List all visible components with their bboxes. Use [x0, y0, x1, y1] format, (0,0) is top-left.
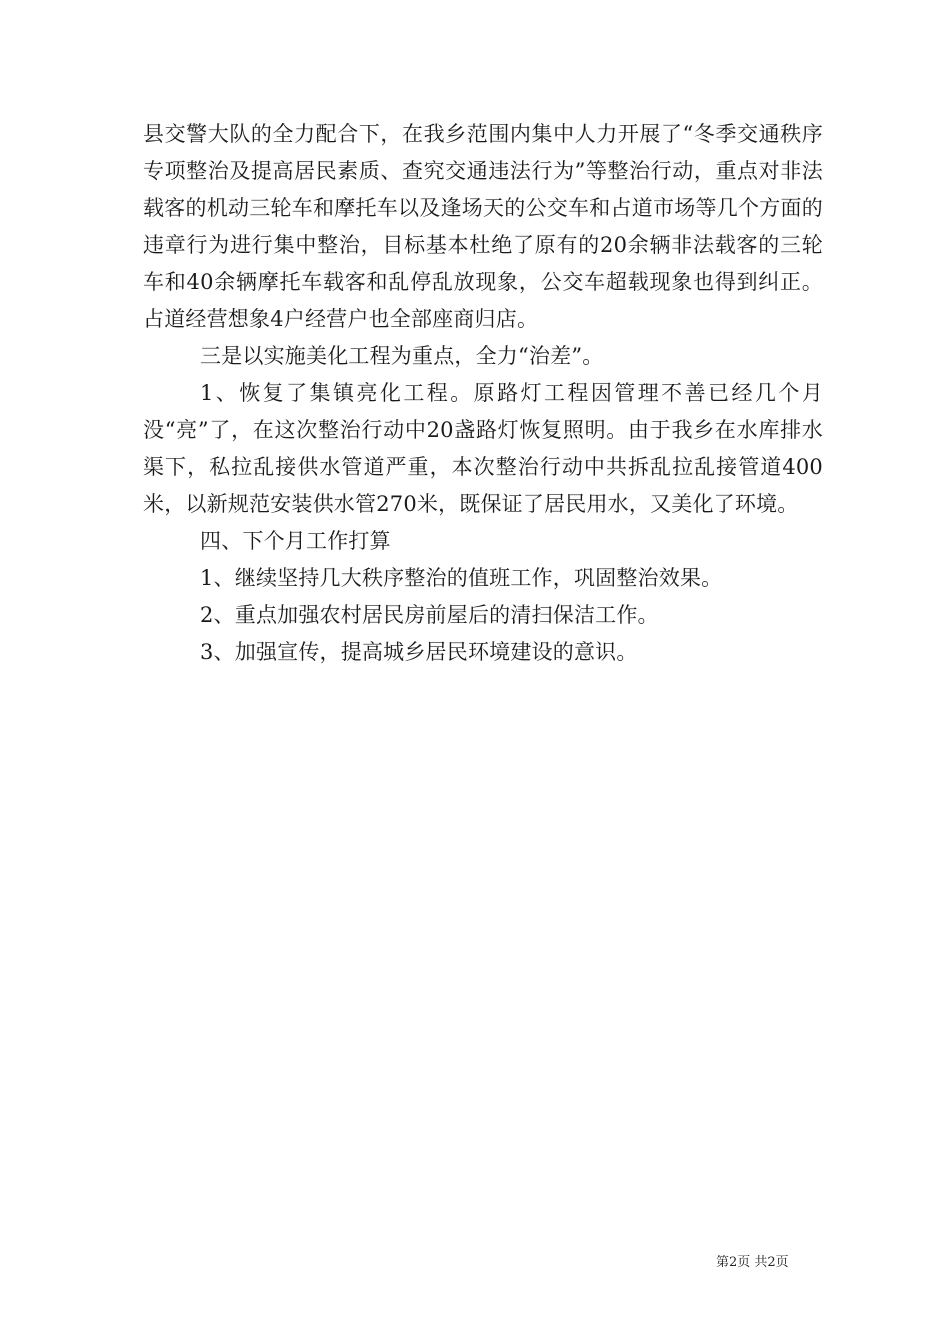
paragraph-lighting-project: 1、恢复了集镇亮化工程。原路灯工程因管理不善已经几个月没“亮”了，在这次整治行动中20盏路灯恢复照明。由于我乡在水库排水渠下，私拉乱接供水管道严重，本次整治行动中共拆乱拉乱接管道400米，以新规范安装供水管270米，既保证了居民用水，又美化了环境。 — [143, 381, 823, 516]
document-body — [143, 116, 823, 671]
paragraph-next-month-heading: 四、下个月工作打算 — [200, 529, 391, 553]
paragraph-plan-item-3: 3、加强宣传，提高城乡居民环境建设的意识。 — [200, 640, 638, 664]
paragraph-beautification-heading: 三是以实施美化工程为重点，全力“治差”。 — [200, 344, 604, 368]
page-number-footer: 第2页 共2页 — [716, 1255, 789, 1270]
paragraph-plan-item-1: 1、继续坚持几大秩序整治的值班工作，巩固整治效果。 — [200, 566, 723, 590]
paragraph-plan-item-2: 2、重点加强农村居民房前屋后的清扫保洁工作。 — [200, 603, 659, 627]
paragraph-traffic-rectification: 县交警大队的全力配合下，在我乡范围内集中人力开展了“冬季交通秩序专项整治及提高居民素质、查究交通违法行为”等整治行动，重点对非法载客的机动三轮车和摩托车以及逢场天的公交车和占道市场等几个方面的违章行为进行集中整治，目标基本杜绝了原有的20余辆非法载客的三轮车和40余辆摩托车载客和乱停乱放现象，公交车超载现象也得到纠正。占道经营想象4户经营户也全部座商归店。 — [143, 122, 823, 331]
